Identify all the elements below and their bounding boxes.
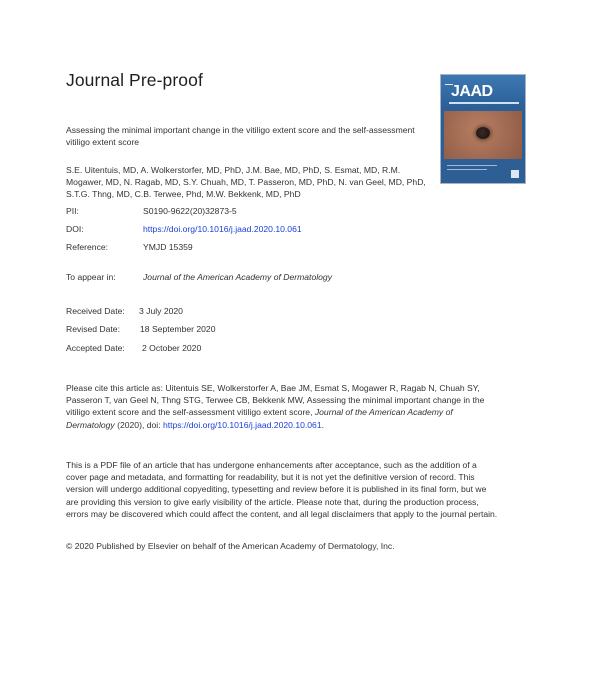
pii-label: PII: [66,206,79,216]
cover-subtitle-bar [449,102,519,104]
appear-label: To appear in: [66,272,116,282]
cover-footer [441,159,525,183]
accepted-date-row [66,343,201,353]
cover-mole-lesion [476,127,490,139]
meta-reference [66,242,193,252]
revised-value: 18 September 2020 [140,324,216,334]
citation-year: (2020), doi: [114,419,163,430]
citation-block [66,382,496,431]
copyright-notice: © 2020 Published by Elsevier on behalf of the American Academy of Dermatology, Inc. [66,541,395,551]
revised-label: Revised Date: [66,324,120,334]
doi-link[interactable]: https://doi.org/10.1016/j.jaad.2020.10.061 [143,224,302,234]
article-title: Assessing the minimal important change in the vitiligo extent score and the self-assessment vitiligo extent score [66,125,415,147]
article-authors: S.E. Uitentuis, MD, A. Wolkerstorfer, MD, PhD, J.M. Bae, MD, PhD, S. Esmat, MD, R.M. Mogawer, MD, N. Ragab, MD, S.Y. Chuah, MD, T. Passeron, MD, PhD, N. van Geel, MD, PhD, S.T.G. Thng, MD, C.B. Terwee, Phd, M.W. Bekkenk, MD, PhD [66,165,426,199]
pii-value: S0190-9622(20)32873-5 [143,206,237,216]
journal-cover-image [440,74,526,184]
cover-tag-icon [511,170,519,178]
meta-appear-in [66,272,332,282]
citation-text: Please cite this article as: Uitentuis SE, Wolkerstorfer A, Bae JM, Esmat S, Mogawer R, Ragab N, Chuah SY, Passeron T, van Geel N, Thng STG, Terwee CB, Bekkenk MW, Assessing the minimal important change in the vitiligo extent score and the self-assessment vitiligo extent score, [66,383,485,418]
doi-label: DOI: [66,224,84,234]
disclaimer-paragraph: This is a PDF file of an article that has undergone enhancements after acceptance, such as the addition of a cover page and metadata, and formatting for readability, but it is not yet the definitive version of record. This version will undergo additional copyediting, typesetting and review before it is published in its final form, but we are providing this version to give early visibility of the article. Please note that, during the production process, errors may be discovered which could affect the content, and all legal disclaimers that apply to the journal pertain. [66,460,498,519]
citation-journal: Journal of the American Academy of Dermatology [66,407,453,430]
reference-label: Reference: [66,242,109,252]
accepted-value: 2 October 2020 [142,343,202,353]
citation-suffix: . [321,419,324,430]
appear-journal: Journal of the American Academy of Dermatology [143,272,332,282]
citation-doi-link[interactable]: https://doi.org/10.1016/j.jaad.2020.10.061 [162,419,322,430]
meta-pii [66,206,237,216]
page-title: Journal Pre-proof [66,70,203,90]
cover-logo: JAAD [451,83,493,100]
accepted-label: Accepted Date: [66,343,125,353]
received-label: Received Date: [66,306,125,316]
meta-doi [66,224,302,234]
reference-value: YMJD 15359 [143,242,193,252]
revised-date-row [66,324,216,334]
received-date-row [66,306,183,316]
received-value: 3 July 2020 [139,306,183,316]
